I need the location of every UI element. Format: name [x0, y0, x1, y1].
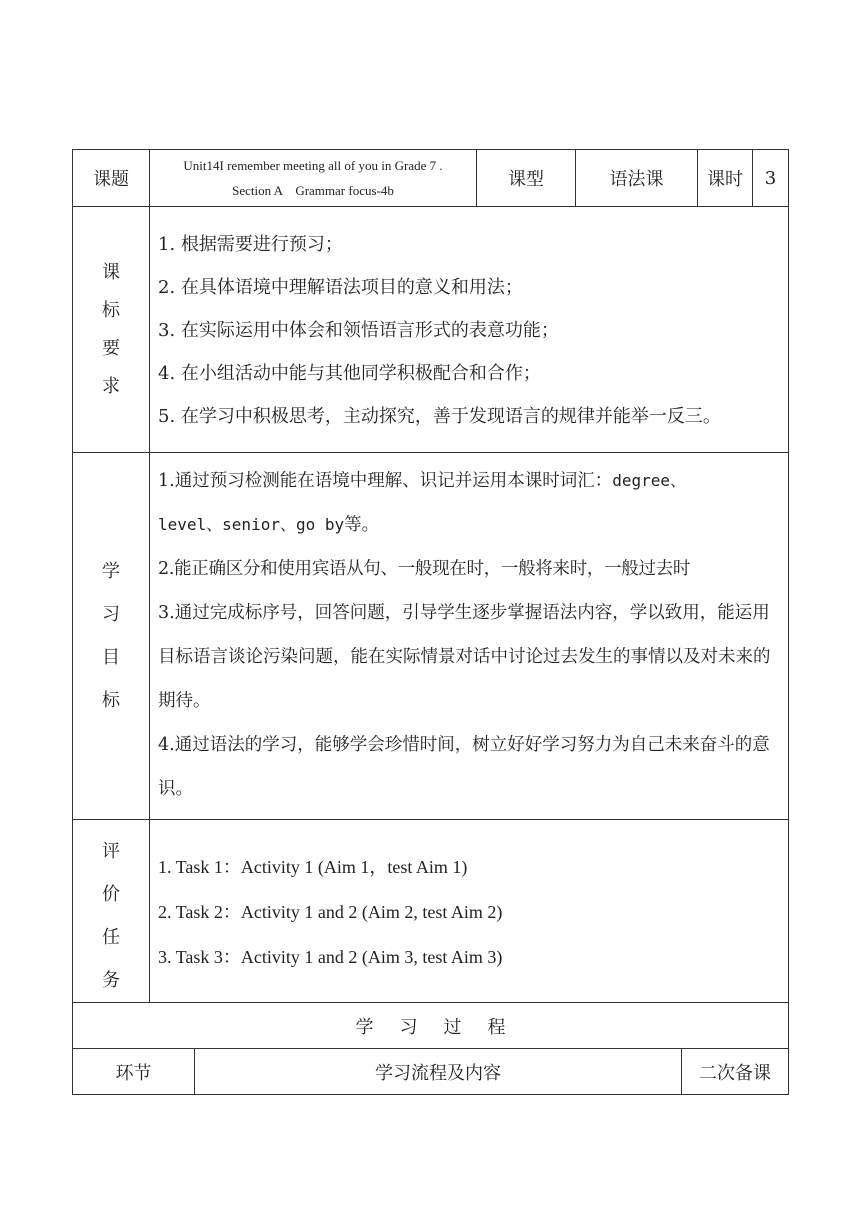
content-column-header: 学习流程及内容 — [195, 1049, 682, 1095]
header-row — [73, 150, 789, 207]
goal-1-prefix: 1.通过预习检测能在语境中理解、识记并运用本课时词汇： — [158, 471, 613, 491]
evaluation-task: 1. Task 1：Activity 1 (Aim 1，test Aim 1) — [158, 856, 468, 877]
standard-item: 1. 根据需要进行预习； — [158, 234, 343, 255]
goals-list — [150, 453, 789, 820]
type-value: 语法课 — [576, 150, 698, 207]
goal-item-1 — [158, 459, 784, 547]
stage-column-header: 环节 — [73, 1049, 195, 1095]
goal-1-vocab: level、senior、go by — [158, 515, 345, 534]
evaluation-label-line-1: 评 价 — [102, 841, 134, 905]
goal-1-word: degree、 — [612, 471, 687, 490]
evaluation-label-line-2: 任 务 — [102, 927, 134, 991]
process-header-table — [72, 1048, 789, 1095]
hours-value: 3 — [753, 150, 789, 207]
process-title: 学习过程 — [73, 1003, 789, 1049]
goal-item-3: 3.通过完成标序号，回答问题，引导学生逐步掌握语法内容，学以致用，能运用目标语言谈论污染问题，能在实际情景对话中讨论过去发生的事情以及对未来的期待。 — [158, 603, 771, 711]
evaluation-list — [150, 820, 789, 1003]
topic-line-2: Section A Grammar focus-4b — [232, 183, 394, 198]
goal-item-4: 4.通过语法的学习，能够学会珍惜时间，树立好好学习努力为自己未来奋斗的意识。 — [158, 735, 770, 799]
standard-item: 5. 在学习中积极思考，主动探究，善于发现语言的规律并能举一反三。 — [158, 406, 721, 427]
process-header-row — [73, 1049, 789, 1095]
goals-label-line-2: 目 标 — [102, 647, 134, 711]
standards-label-line-2: 要 求 — [102, 337, 134, 397]
process-title-row — [73, 1003, 789, 1049]
evaluation-task: 2. Task 2：Activity 1 and 2 (Aim 2, test Aim 2) — [158, 901, 503, 922]
evaluation-task: 3. Task 3：Activity 1 and 2 (Aim 3, test Aim 3) — [158, 946, 503, 967]
standard-item: 2. 在具体语境中理解语法项目的意义和用法； — [158, 277, 523, 298]
topic-line-1: Unit14I remember meeting all of you in Grade 7 . — [183, 158, 443, 173]
revision-column-header: 二次备课 — [682, 1049, 789, 1095]
goals-label — [73, 453, 150, 820]
topic-value — [150, 150, 477, 207]
standard-item: 4. 在小组活动中能与其他同学积极配合和合作； — [158, 363, 541, 384]
evaluation-row — [73, 820, 789, 1003]
type-label: 课型 — [477, 150, 576, 207]
lesson-plan-table — [72, 149, 789, 1049]
lesson-plan-sheet — [72, 149, 788, 1095]
goal-item-2: 2.能正确区分和使用宾语从句、一般现在时，一般将来时，一般过去时 — [158, 559, 691, 579]
goals-label-line-1: 学 习 — [102, 561, 134, 625]
standards-list — [150, 207, 789, 453]
standards-label-line-1: 课 标 — [102, 261, 134, 321]
topic-label: 课题 — [73, 150, 150, 207]
standards-label — [73, 207, 150, 453]
goals-row — [73, 453, 789, 820]
evaluation-label — [73, 820, 150, 1003]
hours-label: 课时 — [698, 150, 753, 207]
standard-item: 3. 在实际运用中体会和领悟语言形式的表意功能； — [158, 320, 559, 341]
standards-row — [73, 207, 789, 453]
goal-1-suffix: 等。 — [344, 515, 380, 535]
